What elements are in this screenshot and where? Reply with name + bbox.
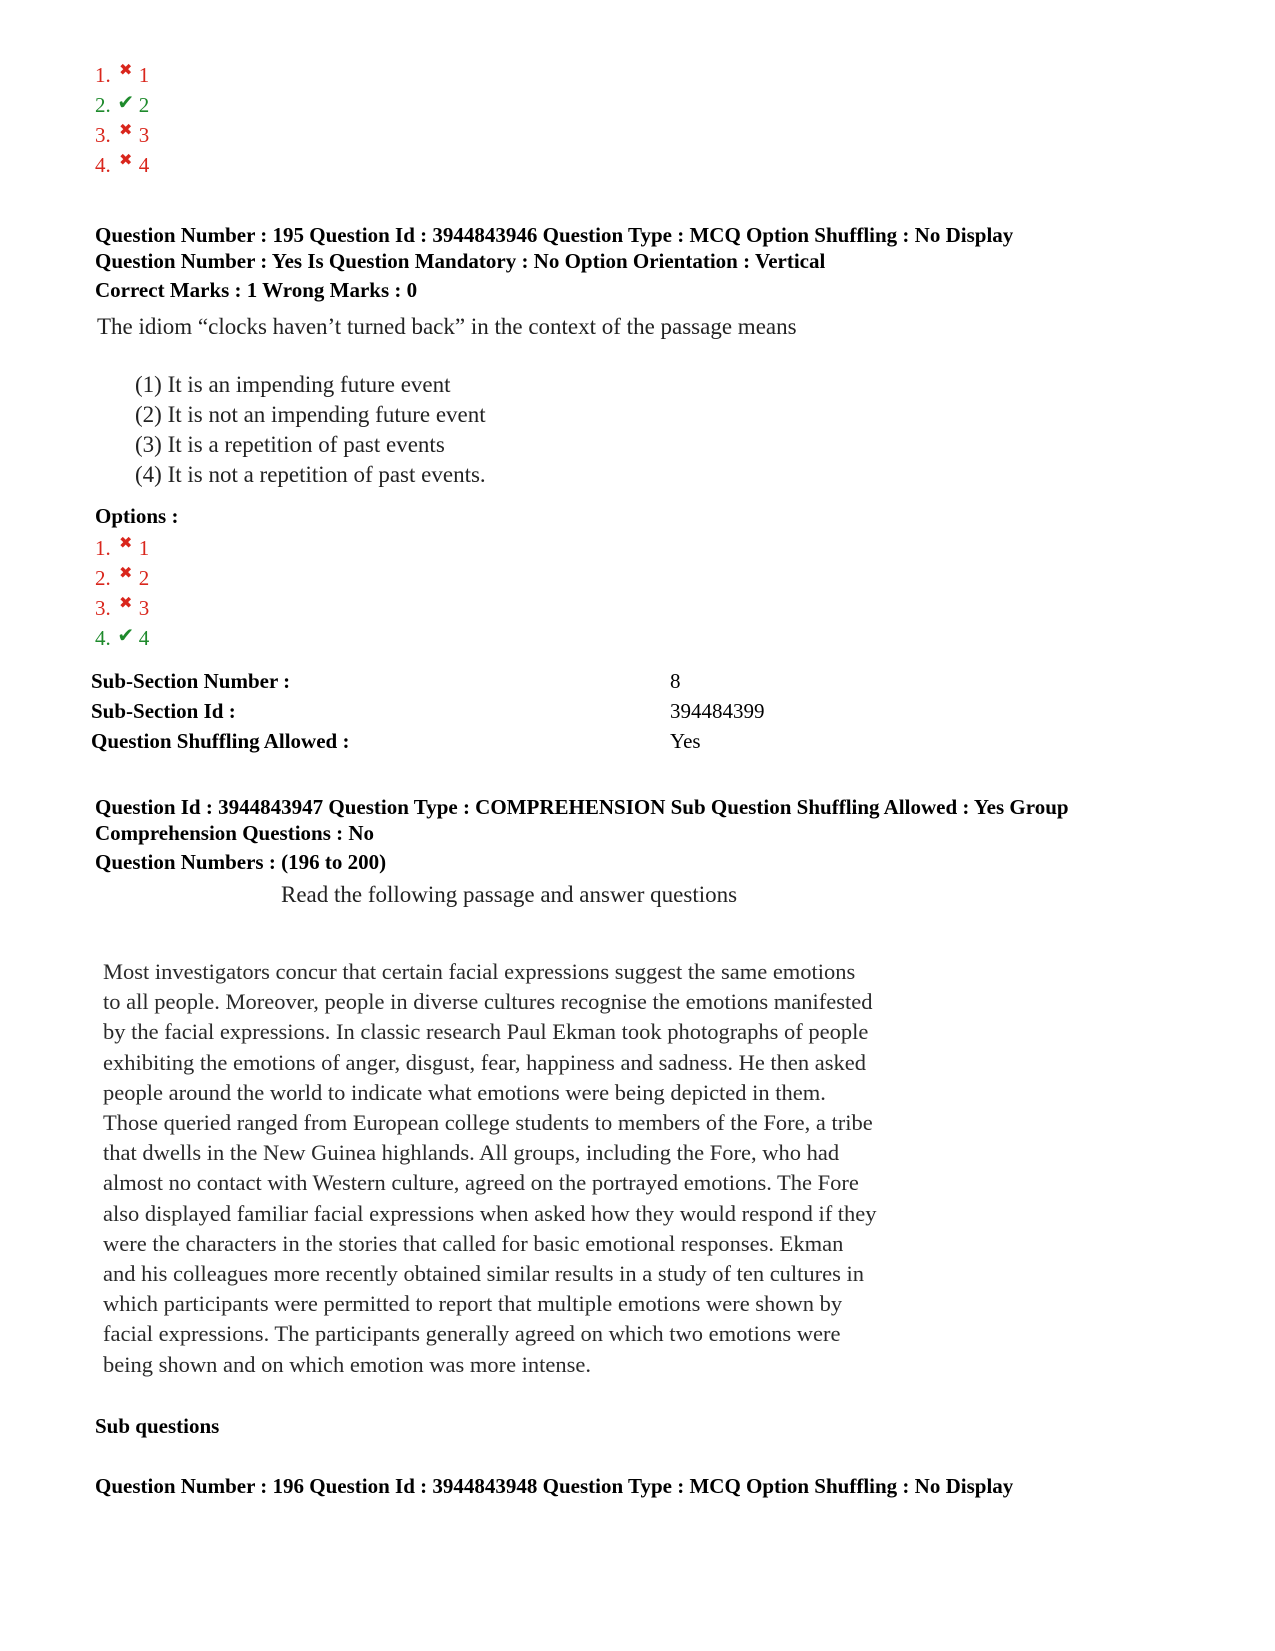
subsection-id-value: 394484399: [670, 699, 765, 723]
check-icon: ✔: [117, 623, 135, 647]
option-value: 1: [138, 536, 150, 560]
passage-line: people around the world to indicate what emotions were being depicted in them.: [103, 1079, 826, 1105]
option-value: 3: [138, 123, 150, 147]
question-shuffling-label: Question Shuffling Allowed :: [91, 729, 350, 753]
option-row: [95, 150, 149, 180]
option-row: [95, 593, 149, 623]
passage-text: [103, 957, 961, 1380]
passage-line: facial expressions. The participants generally agreed on which two emotions were: [103, 1321, 841, 1347]
option-number: 1.: [95, 536, 111, 560]
comprehension-meta-line1: Question Id : 3944843947 Question Type : COMPREHENSION Sub Question Shuffling Allowed : Yes Group: [95, 795, 1069, 819]
passage-line: to all people. Moreover, people in diverse cultures recognise the emotions manifested: [103, 989, 873, 1015]
q195-choice: (2) It is not an impending future event: [135, 402, 486, 427]
q195-choice: (4) It is not a repetition of past events.: [135, 462, 486, 487]
passage-line: which participants were permitted to report that multiple emotions were shown by: [103, 1291, 843, 1317]
cross-icon: ✖: [119, 120, 133, 139]
option-row: [95, 60, 149, 90]
sub-questions-label: Sub questions: [95, 1414, 220, 1438]
option-number: 1.: [95, 63, 111, 87]
option-value: 4: [138, 626, 150, 650]
subsection-number-label: Sub-Section Number :: [91, 669, 291, 693]
option-row: [95, 623, 149, 653]
cross-icon: ✖: [119, 150, 133, 169]
passage-line: being shown and on which emotion was more intense.: [103, 1351, 592, 1377]
option-value: 2: [138, 566, 150, 590]
passage-line: Most investigators concur that certain facial expressions suggest the same emotions: [103, 959, 856, 984]
q195-choices: [135, 370, 486, 490]
question-shuffling-value: Yes: [670, 729, 701, 753]
passage-line: by the facial expressions. In classic research Paul Ekman took photographs of people: [103, 1019, 869, 1045]
subsection-id-label: Sub-Section Id :: [91, 699, 236, 723]
q195-choice: (3) It is a repetition of past events: [135, 432, 445, 457]
cross-icon: ✖: [119, 593, 133, 612]
q195-options-list: [95, 533, 149, 653]
option-number: 3.: [95, 596, 111, 620]
passage-line: exhibiting the emotions of anger, disgust, fear, happiness and sadness. He then asked: [103, 1049, 867, 1075]
option-value: 3: [138, 596, 150, 620]
q195-meta: [95, 222, 1245, 274]
option-number: 2.: [95, 93, 111, 117]
option-number: 3.: [95, 123, 111, 147]
q196-meta-line1: Question Number : 196 Question Id : 3944843948 Question Type : MCQ Option Shuffling : No Display: [95, 1474, 1014, 1498]
subsection-number-value: 8: [670, 669, 681, 693]
passage-line: were the characters in the stories that called for basic emotional responses. Ekman: [103, 1230, 844, 1256]
options-label: Options :: [95, 504, 179, 528]
q195-meta-line2: Question Number : Yes Is Question Mandatory : No Option Orientation : Vertical: [95, 249, 826, 273]
q195-question-text: The idiom “clocks haven’t turned back” in the context of the passage means: [97, 314, 797, 339]
cross-icon: ✖: [119, 533, 133, 552]
comprehension-meta-line2: Comprehension Questions : No: [95, 821, 375, 845]
option-value: 2: [138, 93, 150, 117]
cross-icon: ✖: [119, 563, 133, 582]
passage-line: also displayed familiar facial expressions when asked how they would respond if they: [103, 1200, 877, 1226]
option-number: 2.: [95, 566, 111, 590]
cross-icon: ✖: [119, 60, 133, 79]
q195-choice: (1) It is an impending future event: [135, 372, 451, 397]
option-number: 4.: [95, 153, 111, 177]
comprehension-meta: [95, 794, 1255, 846]
passage-line: that dwells in the New Guinea highlands. All groups, including the Fore, who had: [103, 1140, 840, 1166]
q195-marks: Correct Marks : 1 Wrong Marks : 0: [95, 278, 418, 302]
passage-line: almost no contact with Western culture, agreed on the portrayed emotions. The Fore: [103, 1170, 859, 1196]
option-value: 1: [138, 63, 150, 87]
q195-meta-line1: Question Number : 195 Question Id : 3944843946 Question Type : MCQ Option Shuffling : No Display: [95, 223, 1014, 247]
passage-line: Those queried ranged from European college students to members of the Fore, a tribe: [103, 1110, 873, 1136]
option-value: 4: [138, 153, 150, 177]
passage-line: and his colleagues more recently obtained similar results in a study of ten cultures in: [103, 1261, 865, 1287]
check-icon: ✔: [117, 90, 135, 114]
passage-heading: Read the following passage and answer questions: [281, 882, 738, 907]
comprehension-question-numbers: Question Numbers : (196 to 200): [95, 850, 387, 874]
option-number: 4.: [95, 626, 111, 650]
prev-options-list: [95, 60, 149, 180]
